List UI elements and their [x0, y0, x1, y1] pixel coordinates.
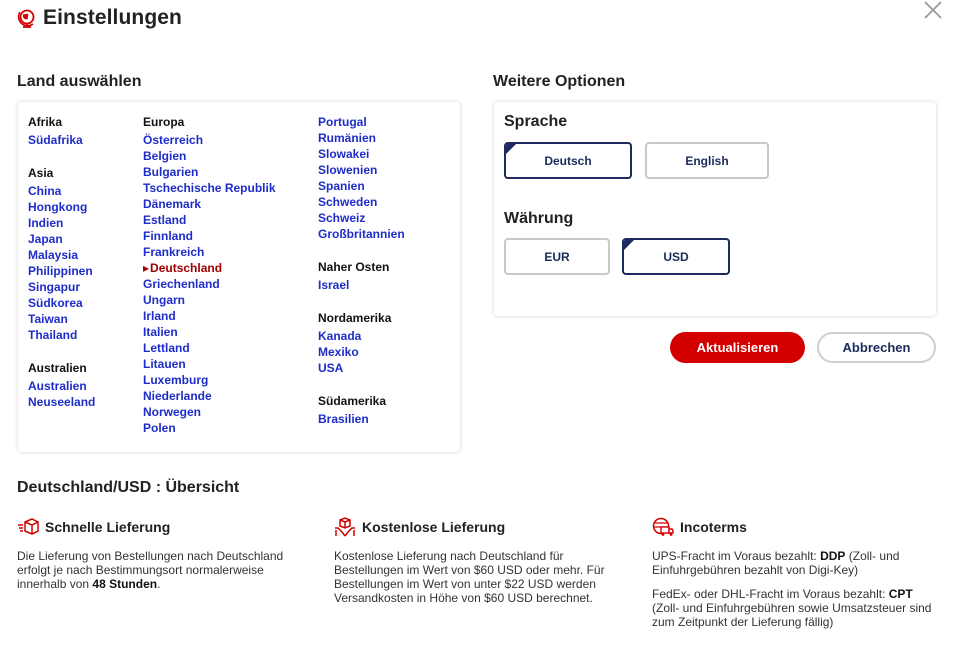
country-link-luxemburg[interactable]: Luxemburg — [143, 373, 209, 387]
country-link-philippinen[interactable]: Philippinen — [28, 264, 93, 278]
fast-delivery-title: Schnelle Lieferung — [45, 519, 171, 535]
region-block — [318, 310, 405, 376]
region-block — [318, 393, 405, 427]
country-link-singapur[interactable]: Singapur — [28, 280, 81, 294]
region-heading: Asia — [28, 166, 54, 180]
language-option-english[interactable] — [645, 142, 769, 179]
currency-option-label: EUR — [544, 249, 570, 264]
truck-globe-icon — [652, 517, 674, 537]
region-heading: Südamerika — [318, 394, 387, 408]
country-link-rumanien[interactable]: Rumänien — [318, 131, 377, 145]
incoterms-title: Incoterms — [680, 519, 747, 535]
currency-option-label: USD — [663, 249, 689, 264]
close-icon[interactable] — [922, 0, 944, 21]
country-section-title: Land auswählen — [17, 73, 142, 90]
country-link-belgien[interactable]: Belgien — [143, 149, 187, 163]
country-link-sudafrika[interactable]: Südafrika — [28, 133, 83, 147]
country-link-australien[interactable]: Australien — [28, 379, 87, 393]
country-link-lettland[interactable]: Lettland — [143, 341, 190, 355]
free-delivery-block — [334, 516, 624, 605]
country-link-niederlande[interactable]: Niederlande — [143, 389, 212, 403]
page-title: Einstellungen — [43, 6, 182, 29]
country-link-thailand[interactable]: Thailand — [28, 328, 78, 342]
package-fast-icon — [17, 517, 39, 537]
region-heading: Naher Osten — [318, 260, 390, 274]
region-block — [318, 259, 405, 293]
globe-icon — [17, 8, 37, 28]
region-heading: Australien — [28, 361, 87, 375]
options-section-title: Weitere Optionen — [493, 73, 626, 90]
country-link-brasilien[interactable]: Brasilien — [318, 412, 369, 426]
country-link-slowenien[interactable]: Slowenien — [318, 163, 378, 177]
incoterms-ups-text: UPS-Fracht im Voraus bezahlt: DDP (Zoll- und Einfuhrgebühren bezahlt von Digi-Key) — [652, 549, 900, 577]
country-link-schweiz[interactable]: Schweiz — [318, 211, 366, 225]
options-card — [494, 102, 936, 316]
country-link-danemark[interactable]: Dänemark — [143, 197, 202, 211]
free-delivery-text: Kostenlose Lieferung nach Deutschland für Bestellungen im Wert von $60 USD oder mehr. Für Bestellungen im Wert von unter $22 USD werden Versandkosten in Höhe von $60 USD berechnet. — [334, 549, 605, 605]
region-block — [28, 165, 95, 343]
region-block — [28, 360, 95, 410]
country-link-japan[interactable]: Japan — [28, 232, 63, 246]
country-link-sudkorea[interactable]: Südkorea — [28, 296, 83, 310]
country-link-israel[interactable]: Israel — [318, 278, 350, 292]
region-heading: Nordamerika — [318, 311, 392, 325]
update-button[interactable]: Aktualisieren — [670, 332, 805, 363]
currency-option-eur[interactable] — [504, 238, 610, 275]
package-hands-icon — [334, 517, 356, 537]
incoterms-fedex-text: FedEx- oder DHL-Fracht im Voraus bezahlt: CPT (Zoll- und Einfuhrgebühren sowie Umsatzsteuer sind zum Zeitpunkt der Lieferung fällig) — [652, 587, 932, 629]
country-link-osterreich[interactable]: Österreich — [143, 133, 204, 147]
country-link-spanien[interactable]: Spanien — [318, 179, 365, 193]
country-link-deutschland[interactable]: ▸ Deutschland — [143, 260, 276, 276]
country-link-finnland[interactable]: Finnland — [143, 229, 193, 243]
country-link-grossbritannien[interactable]: Großbritannien — [318, 227, 405, 241]
country-link-portugal[interactable]: Portugal — [318, 115, 367, 129]
country-link-hongkong[interactable]: Hongkong — [28, 200, 88, 214]
fast-delivery-block — [17, 516, 302, 591]
language-option-deutsch[interactable] — [504, 142, 632, 179]
country-card — [18, 102, 460, 452]
country-link-irland[interactable]: Irland — [143, 309, 176, 323]
currency-label: Währung — [504, 210, 574, 227]
country-link-ungarn[interactable]: Ungarn — [143, 293, 185, 307]
country-link-kanada[interactable]: Kanada — [318, 329, 362, 343]
country-link-bulgarien[interactable]: Bulgarien — [143, 165, 199, 179]
country-link-usa[interactable]: USA — [318, 361, 344, 375]
country-link-frankreich[interactable]: Frankreich — [143, 245, 205, 259]
country-link-taiwan[interactable]: Taiwan — [28, 312, 68, 326]
country-column-1 — [28, 114, 95, 427]
region-block — [143, 114, 276, 436]
country-column-3 — [318, 114, 405, 444]
region-block — [28, 114, 95, 148]
country-link-slowakei[interactable]: Slowakei — [318, 147, 370, 161]
currency-option-usd[interactable] — [622, 238, 730, 275]
country-link-malaysia[interactable]: Malaysia — [28, 248, 79, 262]
region-block — [318, 114, 405, 242]
country-link-neuseeland[interactable]: Neuseeland — [28, 395, 96, 409]
country-column-2 — [143, 114, 276, 453]
country-link-litauen[interactable]: Litauen — [143, 357, 186, 371]
language-option-label: Deutsch — [544, 153, 592, 168]
country-link-tschechische-republik[interactable]: Tschechische Republik — [143, 181, 276, 195]
country-link-mexiko[interactable]: Mexiko — [318, 345, 359, 359]
region-heading: Afrika — [28, 115, 63, 129]
country-link-polen[interactable]: Polen — [143, 421, 176, 435]
language-option-label: English — [685, 153, 729, 168]
country-link-italien[interactable]: Italien — [143, 325, 178, 339]
incoterms-block — [652, 516, 942, 629]
region-heading: Europa — [143, 115, 185, 129]
summary-title: Deutschland/USD : Übersicht — [17, 479, 240, 496]
country-link-estland[interactable]: Estland — [143, 213, 187, 227]
country-link-schweden[interactable]: Schweden — [318, 195, 378, 209]
dialog-header — [17, 6, 182, 30]
fast-delivery-text: Die Lieferung von Bestellungen nach Deutschland erfolgt je nach Bestimmungsort normalerweise innerhalb von 48 Stunden. — [17, 549, 284, 591]
free-delivery-title: Kostenlose Lieferung — [362, 519, 506, 535]
country-link-indien[interactable]: Indien — [28, 216, 64, 230]
country-link-norwegen[interactable]: Norwegen — [143, 405, 202, 419]
language-label: Sprache — [504, 113, 568, 130]
country-link-china[interactable]: China — [28, 184, 62, 198]
cancel-button[interactable]: Abbrechen — [817, 332, 936, 363]
country-link-griechenland[interactable]: Griechenland — [143, 277, 220, 291]
